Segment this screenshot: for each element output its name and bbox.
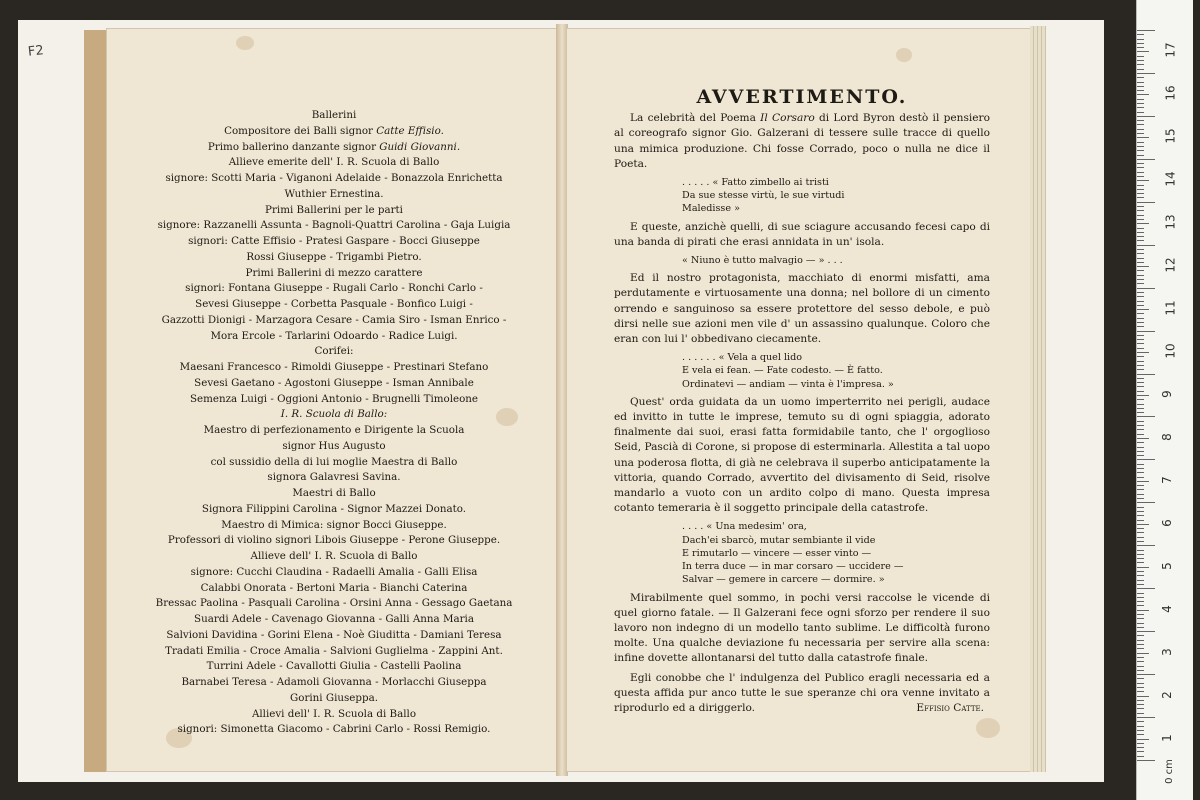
foreword-title: AVVERTIMENTO.	[696, 86, 908, 108]
ruler-tick	[1137, 219, 1144, 220]
ruler-tick	[1137, 700, 1144, 701]
quote-line: Salvar — gemere in carcere — dormire. »	[682, 574, 885, 586]
ruler-number: 4	[1159, 604, 1174, 613]
ruler-tick	[1137, 374, 1155, 375]
ruler-tick	[1137, 206, 1144, 207]
ruler-tick	[1137, 498, 1144, 499]
ruler-tick	[1137, 339, 1144, 340]
ruler-tick	[1137, 739, 1149, 740]
ruler-tick	[1137, 575, 1144, 576]
ruler-tick	[1137, 103, 1144, 104]
ruler-tick	[1137, 515, 1144, 516]
ruler-tick	[1137, 262, 1144, 263]
ruler-number: 1	[1159, 733, 1174, 742]
ruler-tick	[1137, 77, 1144, 78]
paragraph-5: Mirabilmente quel sommo, in pochi versi raccolse le vicende di quel giorno fatale. — Il Galzerani fece ogni sforzo per rendere il suo lavoro non indegno di un modello tanto sublime. Le difficoltà furono molte. Una qualche deviazione fu necessaria per servire alla scena: infine dovette allontanarsi del tutto dalla catastrofe finale.	[614, 591, 990, 665]
cast-line: Salvioni Davidina - Gorini Elena - Noè Giuditta - Damiani Teresa	[166, 628, 502, 641]
ruler-tick	[1137, 82, 1144, 83]
ruler-tick	[1137, 726, 1144, 727]
cast-line: Signora Filippini Carolina - Signor Mazzei Donato.	[201, 502, 467, 515]
ruler-tick	[1137, 30, 1155, 31]
cast-line: signore: Razzanelli Assunta - Bagnoli-Quattri Carolina - Gaja Luigia	[157, 219, 511, 232]
ruler-tick	[1137, 614, 1144, 615]
ruler-tick	[1137, 666, 1144, 667]
ruler-tick	[1137, 747, 1144, 748]
ruler-tick	[1137, 588, 1155, 589]
paragraph-4: Quest' orda guidata da un uomo imperterrito nei perigli, audace ed invitto in tutte le imprese, temuto su di ogni spiaggia, adorato finalmente dai suoi, erasi fatta formidabile tanto, che l' orgoglioso Seid, Pascià di Corone, si propose di esterminarla. Allestita a tal uopo una poderosa flotta, di già ne celebrava il superbo anticipatamente la vittoria, quando Corrado, avvertito del divisamento di Seid, risolve mandarlo a vuoto con un ardito colpo di mano. Questa impresa cotanto temeraria è il soggetto principale della catastrofe.	[614, 395, 990, 515]
ruler-tick	[1137, 386, 1144, 387]
quote-line: . . . . « Una medesim' ora,	[682, 521, 807, 533]
ruler-tick	[1137, 215, 1144, 216]
ruler-tick	[1137, 670, 1144, 671]
ruler-tick	[1137, 51, 1149, 52]
ruler-tick	[1137, 704, 1144, 705]
ruler-tick	[1137, 713, 1144, 714]
paragraph-2: E queste, anzichè quelli, di sue sciagure accusando fecesi capo di una banda di pirati che erasi annidata in un' isola.	[614, 220, 990, 248]
ruler-tick	[1137, 292, 1144, 293]
ruler-tick	[1137, 116, 1155, 117]
ruler-tick	[1137, 43, 1144, 44]
ruler-tick	[1137, 571, 1144, 572]
quote-line: Da sue stesse virtù, le sue virtudi	[682, 190, 845, 202]
cast-line: Gazzotti Dionigi - Marzagora Cesare - Camia Siro - Isman Enrico -	[161, 313, 507, 326]
ruler-tick	[1137, 99, 1144, 100]
cast-line: Allieve emerite dell' I. R. Scuola di Ballo	[228, 156, 440, 169]
ruler-tick	[1137, 34, 1144, 35]
ruler-tick	[1137, 197, 1144, 198]
ruler-tick	[1137, 661, 1144, 662]
ruler-tick	[1137, 708, 1144, 709]
ruler-tick	[1137, 464, 1144, 465]
ruler-tick	[1137, 691, 1144, 692]
ruler-number: 8	[1159, 433, 1174, 441]
cast-line: Compositore dei Balli signor Catte Effisio.	[224, 124, 444, 137]
ruler-tick	[1137, 155, 1144, 156]
cast-line: Gorini Giuseppa.	[290, 691, 378, 704]
ruler-tick	[1137, 545, 1155, 546]
cast-line: signori: Simonetta Giacomo - Cabrini Carlo - Rossi Remigio.	[177, 723, 491, 736]
quote-line: « Niuno è tutto malvagio — » . . .	[682, 255, 843, 267]
ruler-tick	[1137, 648, 1144, 649]
ruler-tick	[1137, 335, 1144, 336]
ruler-tick	[1137, 511, 1144, 512]
paragraph-1-end: di Lord Byron destò il pensiero al coreografo signor Gio. Galzerani di tessere sulle tracce di quello una mimica produzione. Chi fosse Corrado, poco o nulla ne dice il Poeta.	[614, 112, 990, 170]
ruler-tick	[1137, 584, 1144, 585]
ruler-tick	[1137, 644, 1144, 645]
ruler-tick	[1137, 245, 1155, 246]
ruler-tick	[1137, 107, 1144, 108]
ruler-tick	[1137, 683, 1144, 684]
ruler-tick	[1137, 313, 1144, 314]
cast-line: signor Hus Augusto	[282, 439, 386, 452]
ruler-tick	[1137, 270, 1144, 271]
ruler-tick	[1137, 326, 1144, 327]
ruler-number: 11	[1163, 300, 1178, 316]
poem-title: Il Corsaro	[760, 112, 815, 125]
ruler-tick	[1137, 502, 1155, 503]
ruler-tick	[1137, 537, 1144, 538]
ruler-tick	[1137, 378, 1144, 379]
ruler-tick	[1137, 120, 1144, 121]
ruler-tick	[1137, 258, 1144, 259]
ruler-tick	[1137, 399, 1144, 400]
left-page	[106, 28, 558, 772]
ruler-tick	[1137, 760, 1155, 761]
ruler-tick	[1137, 361, 1144, 362]
ruler-tick	[1137, 69, 1144, 70]
ruler-tick	[1137, 678, 1144, 679]
paragraph-1-start: La celebrità del Poema	[630, 112, 761, 125]
measurement-ruler	[1136, 0, 1193, 800]
ruler-tick	[1137, 266, 1149, 267]
page-edges	[1030, 26, 1046, 772]
margin-note: F2	[27, 43, 45, 60]
ruler-tick	[1137, 176, 1144, 177]
ruler-tick	[1137, 163, 1144, 164]
quote-3	[614, 351, 990, 391]
cast-line: signori: Fontana Giuseppe - Rugali Carlo - Ronchi Carlo -	[185, 282, 483, 295]
cast-line: Bressac Paolina - Pasquali Carolina - Orsini Anna - Gessago Gaetana	[155, 597, 513, 610]
quote-line: E rimutarlo — vincere — esser vinto —	[682, 547, 872, 559]
ruler-tick	[1137, 90, 1144, 91]
cast-line: Calabbi Onorata - Bertoni Maria - Bianchi Caterina	[200, 581, 468, 594]
ruler-tick	[1137, 142, 1144, 143]
ruler-tick	[1137, 288, 1155, 289]
ruler-number: 5	[1159, 561, 1174, 570]
cast-line: Turrini Adele - Cavallotti Giulia - Castelli Paolina	[206, 660, 462, 673]
ruler-tick	[1137, 133, 1144, 134]
ruler-tick	[1137, 137, 1149, 138]
cast-line: Maestro di Mimica: signor Bocci Giuseppe.	[221, 518, 447, 531]
ruler-number: 14	[1163, 171, 1178, 187]
ruler-tick	[1137, 756, 1144, 757]
ruler-tick	[1137, 421, 1144, 422]
ruler-tick	[1137, 202, 1155, 203]
ruler-tick	[1137, 687, 1144, 688]
ruler-tick	[1137, 507, 1144, 508]
ruler-tick	[1137, 240, 1144, 241]
ruler-tick	[1137, 635, 1144, 636]
ruler-number: 16	[1163, 85, 1178, 102]
cast-line: signori: Catte Effisio - Pratesi Gaspare - Bocci Giuseppe	[188, 235, 480, 247]
ruler-tick	[1137, 60, 1144, 61]
ruler-tick	[1137, 751, 1144, 752]
ruler-tick	[1137, 468, 1144, 469]
ruler-tick	[1137, 343, 1144, 344]
ruler-number: 6	[1159, 518, 1174, 527]
ruler-tick	[1137, 627, 1144, 628]
ruler-tick	[1137, 425, 1144, 426]
ruler-tick	[1137, 228, 1144, 229]
ruler-number: 10	[1163, 343, 1178, 359]
ruler-tick	[1137, 485, 1144, 486]
ruler-tick	[1137, 129, 1144, 130]
ruler-tick	[1137, 395, 1149, 396]
ruler-tick	[1137, 404, 1144, 405]
ruler-tick	[1137, 494, 1144, 495]
cast-line: Suardi Adele - Cavenago Giovanna - Galli Anna Maria	[194, 613, 474, 625]
ruler-tick	[1137, 520, 1144, 521]
quote-4	[614, 520, 990, 586]
cast-line: col sussidio della di lui moglie Maestra di Ballo	[210, 455, 458, 468]
ruler-tick	[1137, 447, 1144, 448]
ruler-number: 3	[1159, 647, 1174, 656]
quote-line: In terra duce — in mar corsaro — uccidere —	[682, 561, 904, 573]
ruler-tick	[1137, 185, 1144, 186]
ruler-tick	[1137, 365, 1144, 366]
ruler-tick	[1137, 455, 1144, 456]
quote-line: Maledisse »	[682, 203, 740, 215]
ruler-tick	[1137, 593, 1144, 594]
right-page	[566, 28, 1032, 772]
ruler-tick	[1137, 721, 1144, 722]
foreword	[614, 86, 990, 720]
ruler-tick	[1137, 39, 1144, 40]
quote-2	[614, 254, 990, 267]
ruler-tick	[1137, 167, 1144, 168]
cast-line: Wuthier Ernestina.	[284, 187, 384, 200]
ruler-tick	[1137, 580, 1144, 581]
cast-line: Barnabei Teresa - Adamoli Giovanna - Morlacchi Giuseppa	[181, 676, 487, 688]
cast-line: Tradati Emilia - Croce Amalia - Salvioni Guglielma - Zappini Ant.	[165, 644, 503, 657]
ruler-tick	[1137, 73, 1155, 74]
ruler-tick	[1137, 528, 1144, 529]
ruler-tick	[1137, 605, 1144, 606]
ruler-tick	[1137, 610, 1149, 611]
cast-line: signore: Cucchi Claudina - Radaelli Amalia - Galli Elisa	[190, 565, 478, 578]
ruler-tick	[1137, 554, 1144, 555]
ruler-tick	[1137, 296, 1144, 297]
ruler-number: 7	[1159, 476, 1174, 484]
ruler-tick	[1137, 146, 1144, 147]
ruler-tick	[1137, 442, 1144, 443]
ruler-tick	[1137, 717, 1155, 718]
ruler-number: 17	[1163, 42, 1178, 59]
ruler-tick	[1137, 172, 1144, 173]
ruler-tick	[1137, 623, 1144, 624]
ruler-tick	[1137, 743, 1144, 744]
ruler-tick	[1137, 657, 1144, 658]
ruler-tick	[1137, 47, 1144, 48]
ruler-tick	[1137, 477, 1144, 478]
ruler-tick	[1137, 150, 1144, 151]
ruler-number: 9	[1159, 390, 1174, 398]
ruler-tick	[1137, 631, 1155, 632]
ruler-tick	[1137, 86, 1144, 87]
cast-line: signora Galavresi Savina.	[267, 471, 401, 484]
ruler-tick	[1137, 481, 1149, 482]
cast-line: Primo ballerino danzante signor Guidi Giovanni.	[207, 140, 461, 153]
ruler-tick	[1137, 408, 1144, 409]
quote-line: Ordinatevi — andiam — vinta è l'impresa. »	[682, 378, 894, 390]
ruler-tick	[1137, 562, 1144, 563]
quote-line: E vela ei fean. — Fate codesto. — È fatto.	[682, 365, 883, 377]
cast-line: Allievi dell' I. R. Scuola di Ballo	[251, 707, 417, 720]
ruler-tick	[1137, 283, 1144, 284]
ruler-tick	[1137, 159, 1155, 160]
ruler-tick	[1137, 352, 1149, 353]
ruler-number: 2	[1159, 690, 1174, 699]
ruler-tick	[1137, 429, 1144, 430]
ruler-tick	[1137, 416, 1155, 417]
cast-line: Maesani Francesco - Rimoldi Giuseppe - Prestinari Stefano	[179, 361, 489, 373]
ruler-tick	[1137, 550, 1144, 551]
ruler-tick	[1137, 275, 1144, 276]
quote-line: . . . . . « Fatto zimbello ai tristi	[682, 177, 829, 189]
cast-line: Ballerini	[311, 109, 357, 121]
ruler-tick	[1137, 438, 1149, 439]
cast-line: Semenza Luigi - Oggioni Antonio - Brugnelli Timoleone	[189, 392, 479, 405]
ruler-tick	[1137, 382, 1144, 383]
ruler-tick	[1137, 193, 1144, 194]
ruler-tick	[1137, 94, 1149, 95]
ruler-tick	[1137, 489, 1144, 490]
ruler-tick	[1137, 558, 1144, 559]
ruler-tick	[1137, 64, 1144, 65]
ruler-tick	[1137, 597, 1144, 598]
ruler-tick	[1137, 412, 1144, 413]
ruler-number: 13	[1163, 214, 1178, 230]
paragraph-1	[614, 111, 990, 172]
cast-line: Maestro di perfezionamento e Dirigente la Scuola	[203, 424, 465, 436]
ruler-tick	[1137, 223, 1149, 224]
ruler-tick	[1137, 369, 1144, 370]
ruler-tick	[1137, 391, 1144, 392]
ruler-tick	[1137, 253, 1144, 254]
ruler-tick	[1137, 459, 1155, 460]
ruler-tick	[1137, 210, 1144, 211]
ruler-unit: 0 cm	[1163, 759, 1175, 784]
cast-list	[150, 108, 518, 738]
ruler-tick	[1137, 653, 1149, 654]
cast-line: Professori di violino signori Libois Giuseppe - Perone Giuseppe.	[167, 534, 501, 547]
ruler-tick	[1137, 331, 1155, 332]
cast-line: Sevesi Gaetano - Agostoni Giuseppe - Isman Annibale	[194, 376, 474, 389]
cast-line: Allieve dell' I. R. Scuola di Ballo	[250, 550, 418, 562]
cast-line: Rossi Giuseppe - Trigambi Pietro.	[246, 250, 422, 263]
ruler-tick	[1137, 541, 1144, 542]
ruler-tick	[1137, 451, 1144, 452]
ruler-tick	[1137, 618, 1144, 619]
paragraph-6	[614, 671, 990, 717]
cast-line: signore: Scotti Maria - Viganoni Adelaide - Bonazzola Enrichetta	[165, 172, 503, 184]
ruler-tick	[1137, 124, 1144, 125]
ruler-tick	[1137, 189, 1144, 190]
quote-line: Dach'ei sbarcò, mutar sembiante il vide	[682, 534, 876, 546]
ruler-tick	[1137, 567, 1149, 568]
ruler-tick	[1137, 734, 1144, 735]
ruler-tick	[1137, 309, 1149, 310]
ruler-tick	[1137, 305, 1144, 306]
ruler-tick	[1137, 472, 1144, 473]
ruler-tick	[1137, 674, 1155, 675]
cast-line: I. R. Scuola di Ballo:	[280, 408, 388, 421]
ruler-number: 12	[1163, 257, 1178, 273]
ruler-tick	[1137, 301, 1144, 302]
quote-1	[614, 176, 990, 216]
ruler-tick	[1137, 696, 1149, 697]
ruler-tick	[1137, 56, 1144, 57]
ruler-tick	[1137, 348, 1144, 349]
ruler-tick	[1137, 524, 1149, 525]
cast-line: Corifei:	[314, 345, 354, 358]
ruler-tick	[1137, 434, 1144, 435]
ruler-tick	[1137, 322, 1144, 323]
cast-line: Maestri di Ballo	[292, 487, 376, 499]
ruler-tick	[1137, 112, 1144, 113]
ruler-tick	[1137, 232, 1144, 233]
ruler-tick	[1137, 279, 1144, 280]
cast-line: Sevesi Giuseppe - Corbetta Pasquale - Bonfico Luigi -	[195, 298, 473, 310]
ruler-tick	[1137, 180, 1149, 181]
cast-line: Primi Ballerini di mezzo carattere	[245, 266, 423, 279]
ruler-tick	[1137, 318, 1144, 319]
ruler-number: 15	[1163, 128, 1178, 144]
signature: Effisio Catte.	[916, 701, 984, 714]
cast-line: Primi Ballerini per le parti	[265, 203, 403, 216]
ruler-tick	[1137, 640, 1144, 641]
ruler-tick	[1137, 730, 1144, 731]
ruler-tick	[1137, 601, 1144, 602]
ruler-tick	[1137, 236, 1144, 237]
ruler-tick	[1137, 532, 1144, 533]
ruler-tick	[1137, 356, 1144, 357]
paragraph-3: Ed il nostro protagonista, macchiato di enormi misfatti, ama perdutamente e virtuosamente una donna; nel bollore di un cimento orrendo e sanguinoso sa essere protettore del sesso debole, e può dirsi nelle sue azioni men vile d' un assassino qualunque. Coloro che eran con lui l' obbedivano ciecamente.	[614, 272, 990, 346]
cast-line: Mora Ercole - Tarlarini Odoardo - Radice Luigi.	[210, 329, 458, 342]
ruler-tick	[1137, 249, 1144, 250]
quote-line: . . . . . . « Vela a quel lido	[682, 352, 803, 364]
paragraph-6-text: Egli conobbe che l' indulgenza del Publico eragli necessaria ed a questa affida pur anco tutte le sue speranze chi ora venne invitato a riprodurlo ed a diriggerlo.	[614, 671, 990, 714]
